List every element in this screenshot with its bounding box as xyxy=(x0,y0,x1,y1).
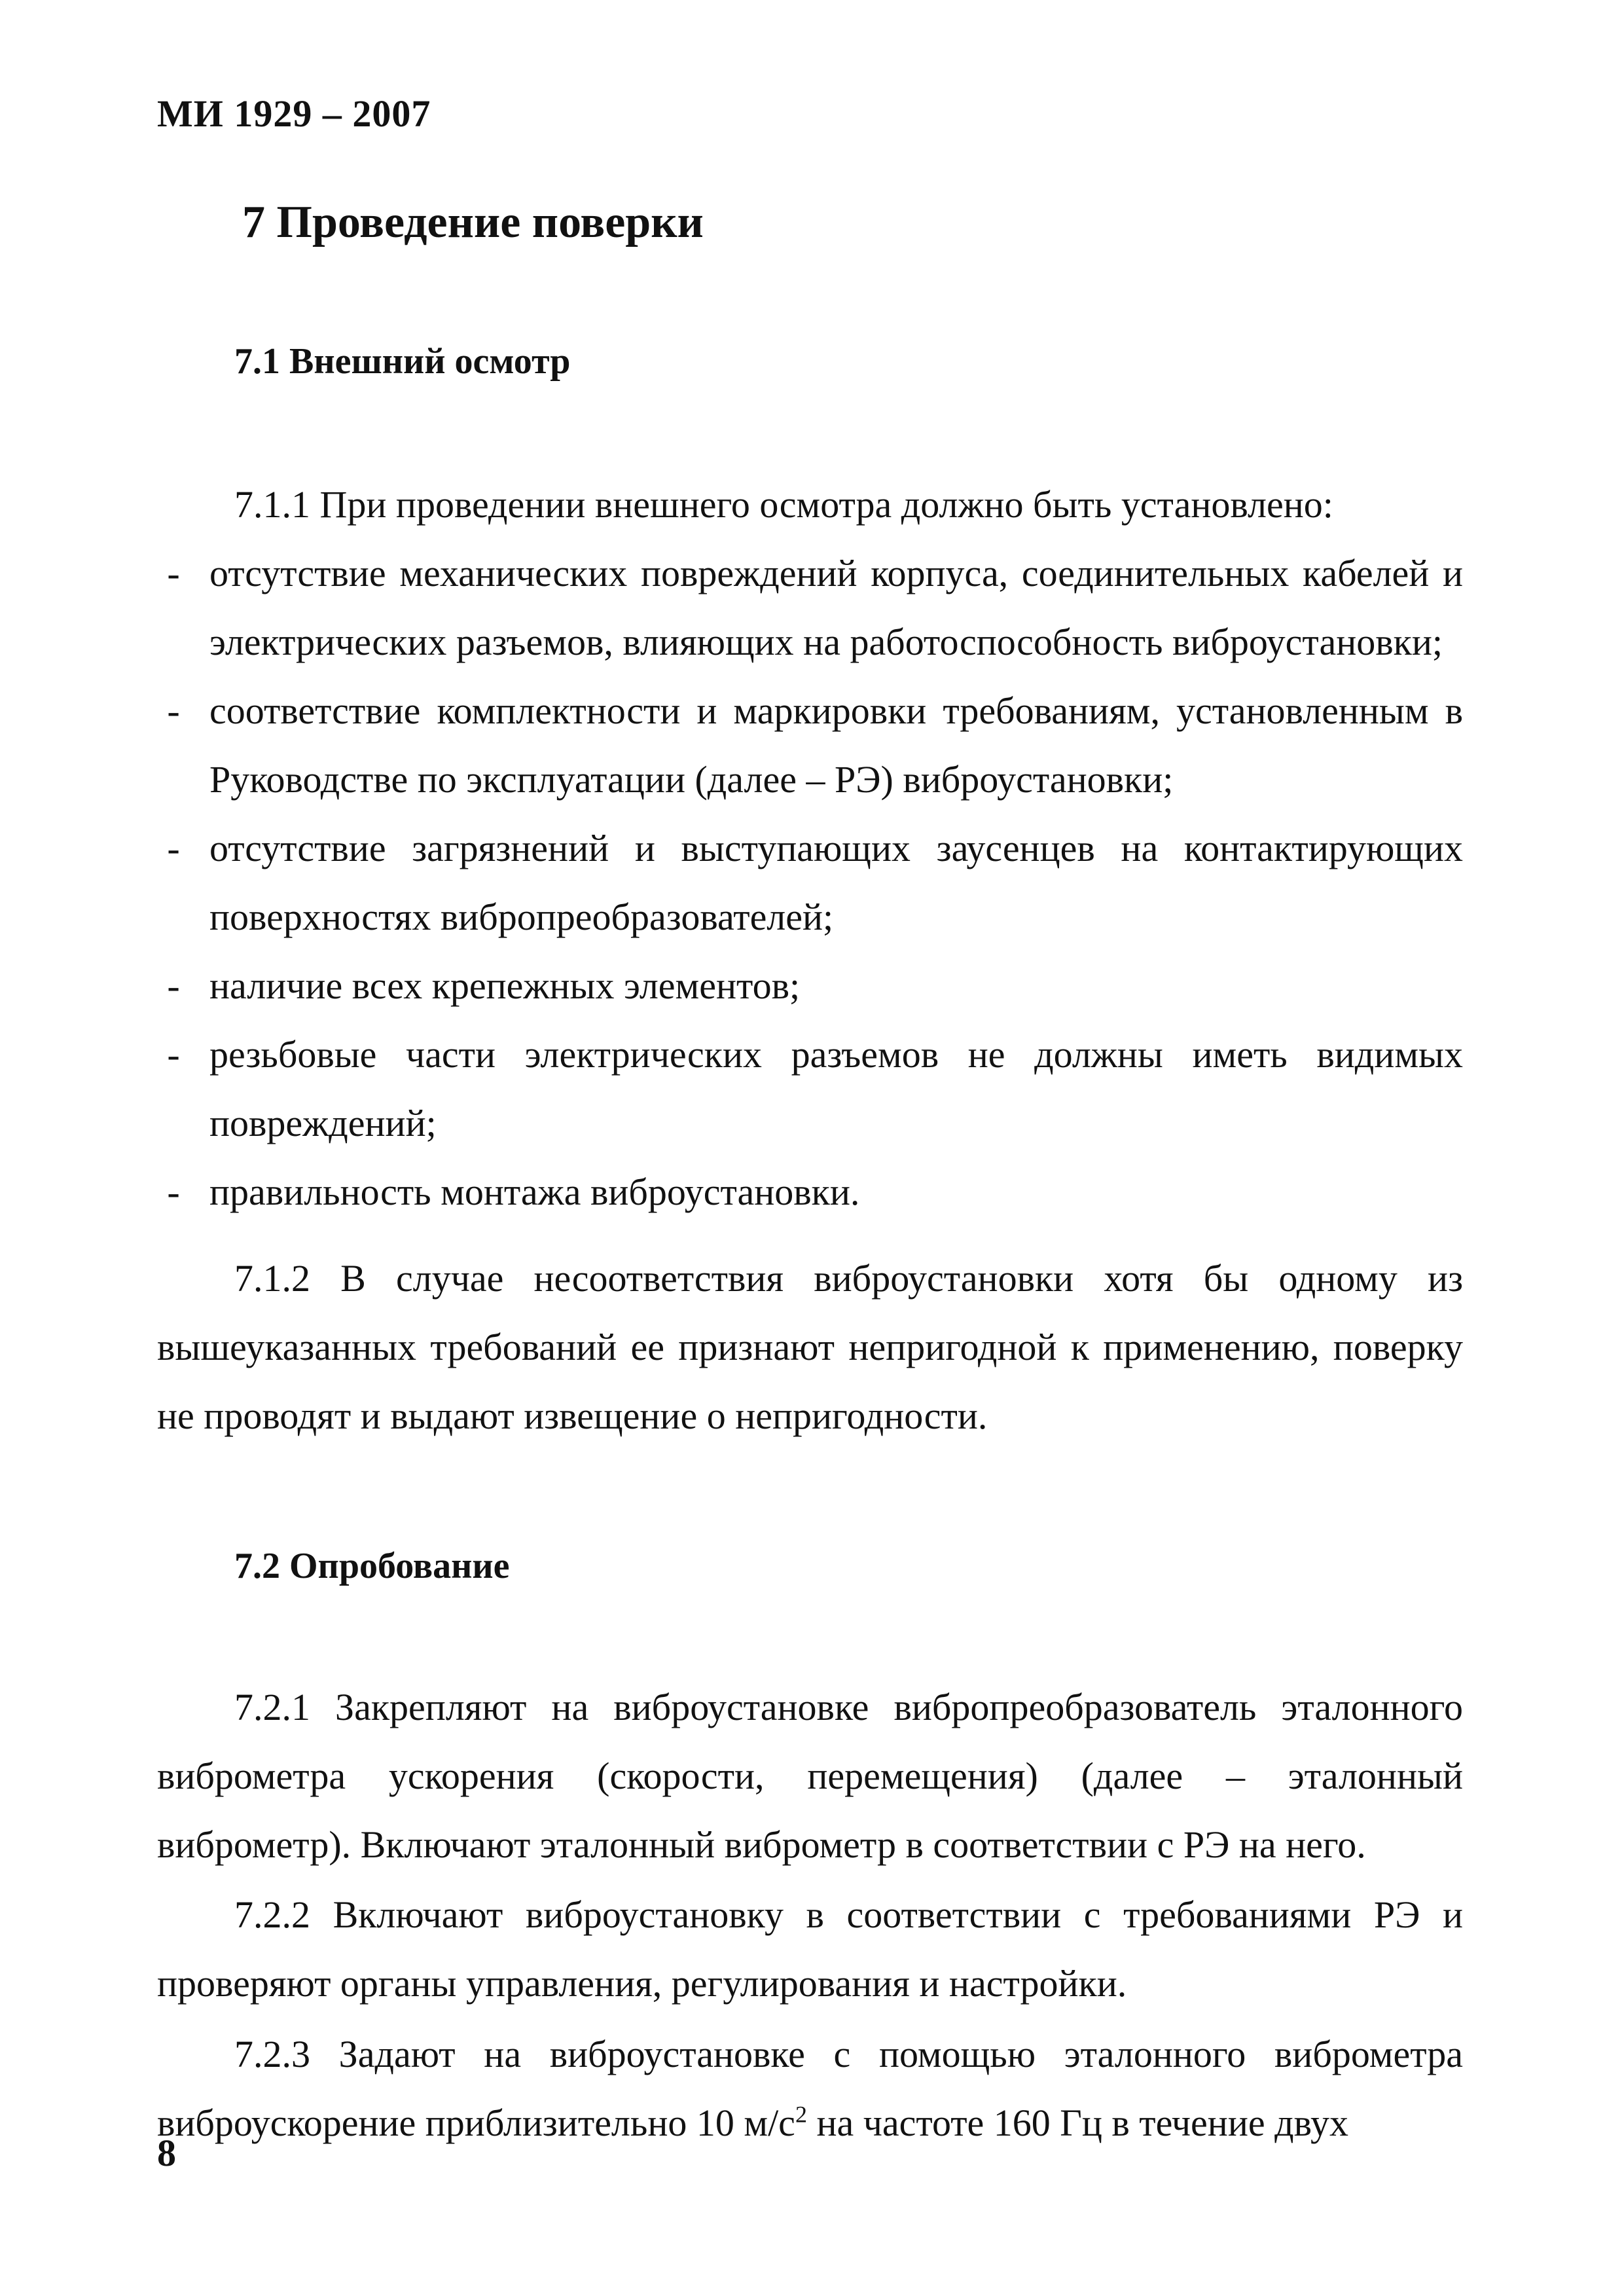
paragraph-7-1-1: 7.1.1 При проведении внешнего осмотра должно быть установлено: xyxy=(234,483,1333,526)
list-item-text: наличие всех крепежных элементов; xyxy=(209,964,801,1007)
dash-marker: - xyxy=(167,827,180,869)
dash-marker: - xyxy=(167,689,180,732)
list-item xyxy=(157,539,1463,676)
paragraph-text: 7.2.3 Задают на виброустановке с помощью эталонного виброметра виброускорение приблизительно 10 м/с xyxy=(157,2033,1463,2144)
superscript: 2 xyxy=(795,2101,807,2128)
subsection-title-7-1: 7.1 Внешний осмотр xyxy=(234,341,571,382)
dash-marker: - xyxy=(167,1033,180,1076)
paragraph-7-1-2: 7.1.2 В случае несоответствия виброустановки хотя бы одному из вышеуказанных требований ее признают непригодной к применению, поверку не проводят и выдают извещение о непригодности. xyxy=(157,1257,1463,1437)
list-item xyxy=(157,814,1463,951)
list-item-text: резьбовые части электрических разъемов не должны иметь видимых повреждений; xyxy=(209,1033,1463,1144)
subsection-title-7-2: 7.2 Опробование xyxy=(234,1546,510,1586)
list-item xyxy=(157,951,1463,1020)
list-item-text: отсутствие загрязнений и выступающих заусенцев на контактирующих поверхностях вибропреобразователей; xyxy=(209,827,1463,938)
document-code: МИ 1929 – 2007 xyxy=(157,92,431,135)
paragraph-7-2-2: 7.2.2 Включают виброустановку в соответствии с требованиями РЭ и проверяют органы управления, регулирования и настройки. xyxy=(157,1893,1463,2005)
page-number: 8 xyxy=(157,2132,176,2174)
dash-marker: - xyxy=(167,964,180,1007)
paragraph-text: на частоте 160 Гц в течение двух xyxy=(806,2102,1349,2144)
list-item xyxy=(157,1157,1463,1226)
dash-marker: - xyxy=(167,552,180,594)
paragraph-7-2-3 xyxy=(157,2020,1463,2157)
inspection-list xyxy=(157,539,1463,1226)
section-title: 7 Проведение поверки xyxy=(242,197,704,247)
list-item xyxy=(157,676,1463,814)
list-item-text: соответствие комплектности и маркировки требованиям, установленным в Руководстве по эксплуатации (далее – РЭ) виброустановки; xyxy=(209,689,1463,801)
dash-marker: - xyxy=(167,1171,180,1213)
list-item-text: отсутствие механических повреждений корпуса, соединительных кабелей и электрических разъемов, влияющих на работоспособность виброустановки; xyxy=(209,552,1463,663)
list-item-text: правильность монтажа виброустановки. xyxy=(209,1171,860,1213)
list-item xyxy=(157,1020,1463,1157)
paragraph-7-2-1: 7.2.1 Закрепляют на виброустановке вибропреобразователь эталонного виброметра ускорения (скорости, перемещения) (далее – эталонный виброметр). Включают эталонный виброметр в соответствии с РЭ на него. xyxy=(157,1686,1463,1866)
